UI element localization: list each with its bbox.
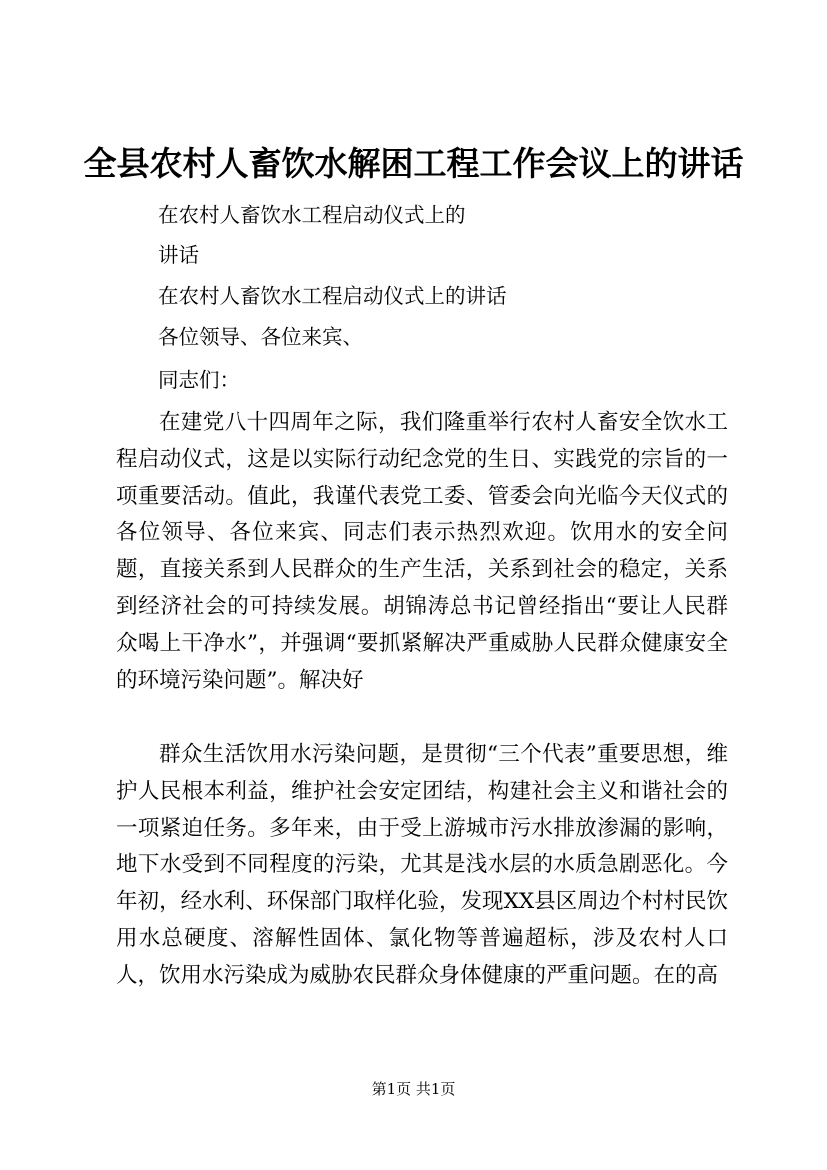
page-footer: 第1页 共1页	[371, 1080, 456, 1098]
document-title: 全县农村人畜饮水解困工程工作会议上的讲话	[83, 144, 744, 183]
subtitle-line-1: 在农村人畜饮水工程启动仪式上的	[158, 203, 466, 227]
salutation-line-1: 各位领导、各位来宾、	[158, 325, 363, 349]
salutation-line-2: 同志们：	[158, 368, 240, 392]
body-paragraph-2: 群众生活饮用水污染问题，是贯彻“三个代表”重要思想，维护人民根本利益，维护社会安定团结，构建社会主义和谐社会的一项紧迫任务。多年来，由于受上游城市污水排放渗漏的影响，地下水受到不同程度的污染，尤其是浅水层的水质急剧恶化。今年初，经水利、环保部门取样化验，发现XX县区周边个村村民饮用水总硬度、溶解性固体、氯化物等普遍超标，涉及农村人口人，饮用水污染成为威胁农民群众身体健康的严重问题。在的高	[116, 742, 728, 988]
subtitle-line-2: 讲话	[158, 243, 199, 267]
body-paragraph-1: 在建党八十四周年之际，我们隆重举行农村人畜安全饮水工程启动仪式，这是以实际行动纪念党的生日、实践党的宗旨的一项重要活动。值此，我谨代表党工委、管委会向光临今天仪式的各位领导、各位来宾、同志们表示热烈欢迎。饮用水的安全问题，直接关系到人民群众的生产生活，关系到社会的稳定，关系到经济社会的可持续发展。胡锦涛总书记曾经指出“要让人民群众喝上干净水”，并强调“要抓紧解决严重威胁人民群众健康安全的环境污染问题”。解决好	[116, 410, 728, 693]
subtitle-line-3: 在农村人畜饮水工程启动仪式上的讲话	[158, 284, 507, 308]
